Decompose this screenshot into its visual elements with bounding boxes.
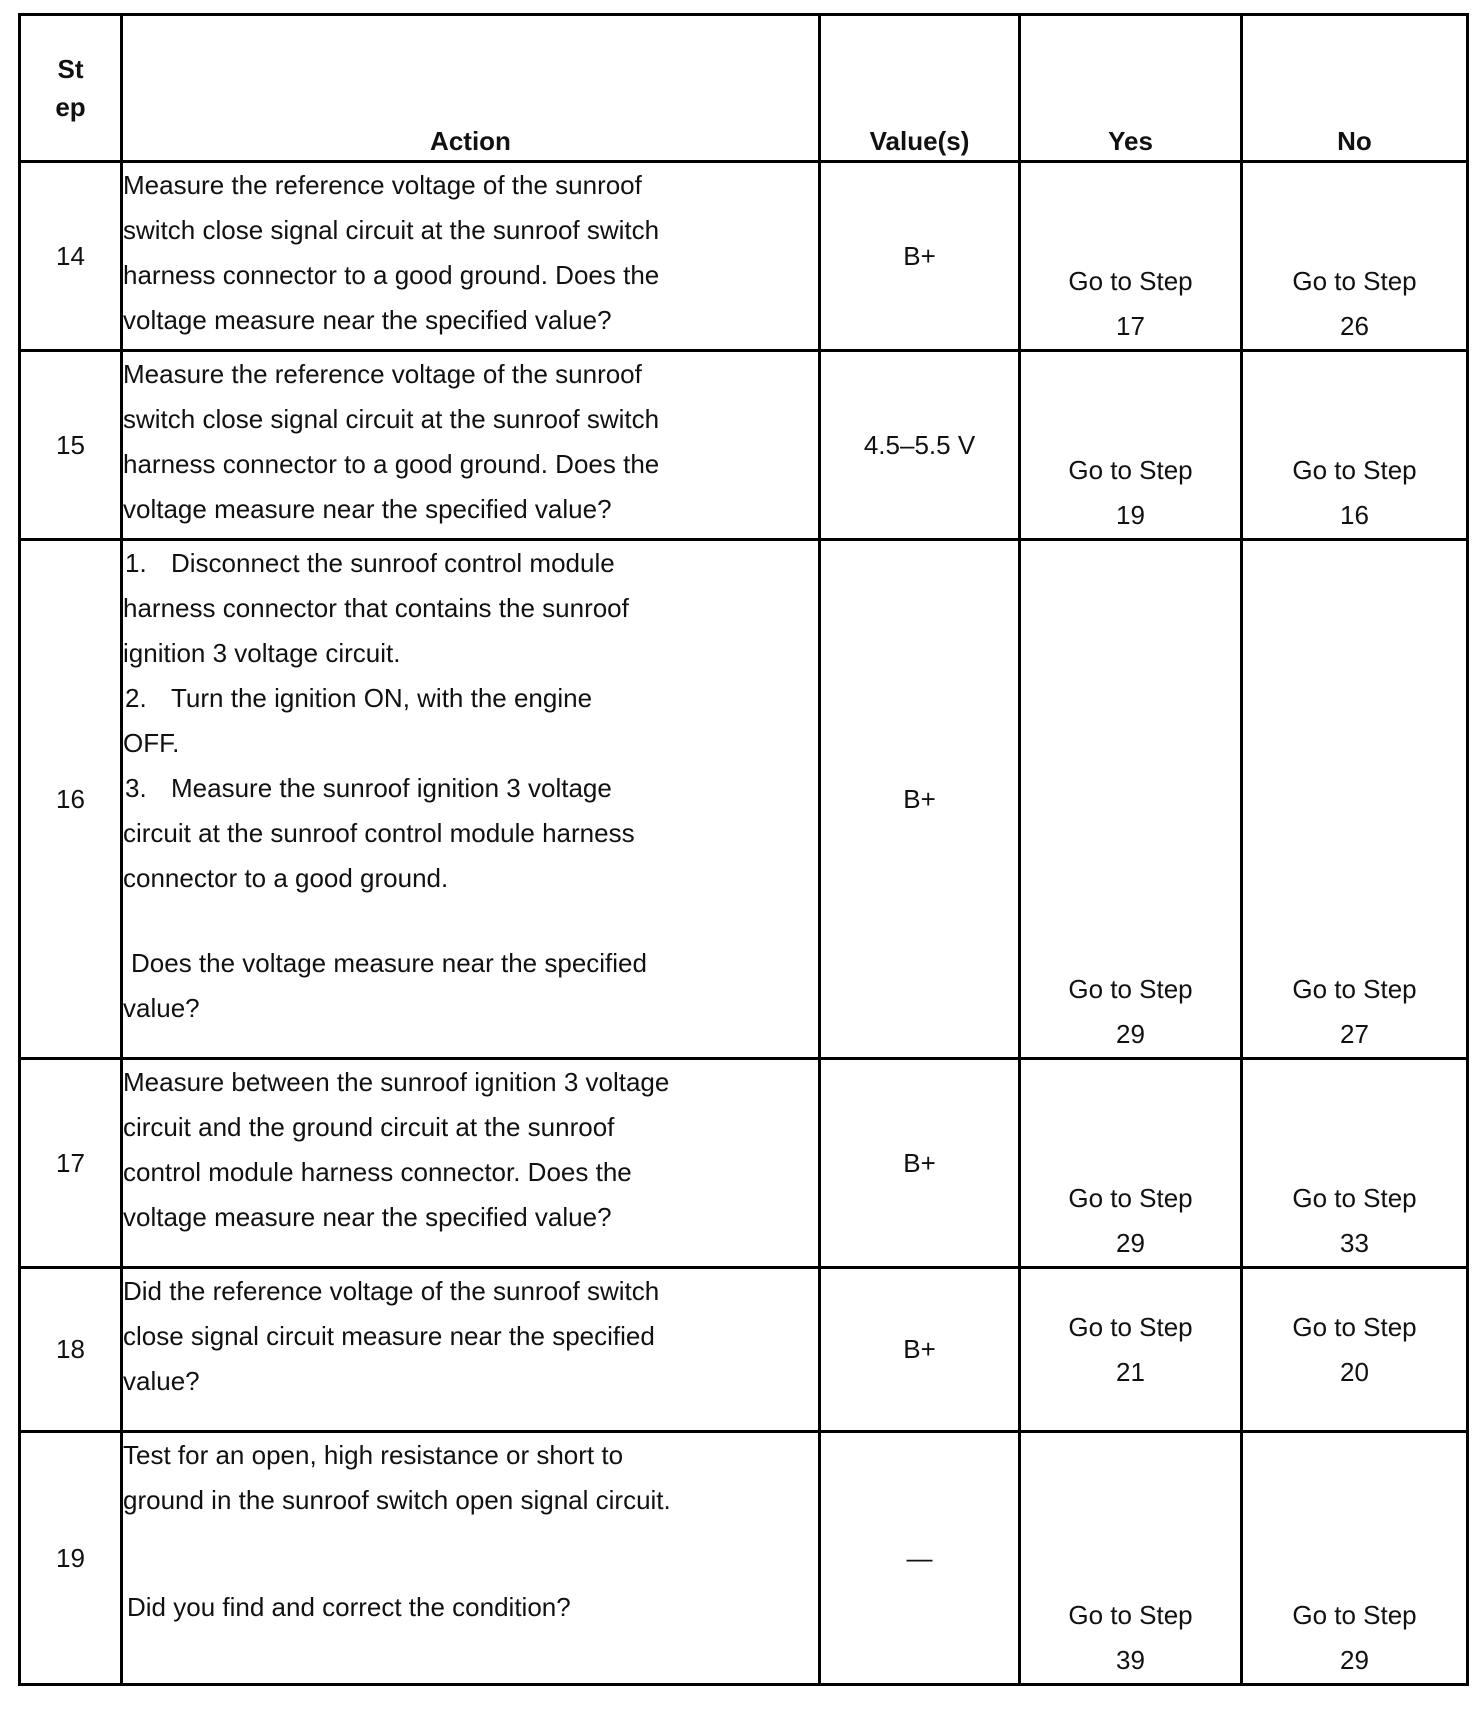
go-to-step-number: 29 [1116, 1228, 1145, 1258]
value-cell: B+ [820, 540, 1020, 1059]
go-to-step-number: 17 [1116, 311, 1145, 341]
value-cell: — [820, 1432, 1020, 1685]
action-line: voltage measure near the specified value? [123, 305, 612, 335]
header-no: No [1242, 15, 1468, 162]
action-line: voltage measure near the specified value? [123, 494, 612, 524]
yes-cell [1020, 1268, 1242, 1432]
step-index: 2. [125, 683, 147, 713]
action-line: control module harness connector. Does the [123, 1157, 632, 1187]
go-to-step-number: 27 [1340, 1019, 1369, 1049]
value-cell: B+ [820, 1268, 1020, 1432]
action-line: ground in the sunroof switch open signal circuit. [123, 1485, 671, 1515]
no-cell [1242, 540, 1468, 1059]
header-action: Action [122, 15, 820, 162]
go-to-label: Go to Step [1068, 1311, 1193, 1342]
yes-cell [1020, 1059, 1242, 1268]
table-row [20, 1059, 1468, 1268]
table-row [20, 1268, 1468, 1432]
step-number: 19 [20, 1432, 122, 1685]
numbered-step [123, 766, 818, 811]
action-line: Measure the reference voltage of the sunroof [123, 359, 642, 389]
spacer [123, 901, 818, 941]
value-cell: 4.5–5.5 V [820, 351, 1020, 540]
numbered-step [123, 541, 818, 586]
action-line: Measure the sunroof ignition 3 voltage [171, 773, 612, 803]
action-line: Measure between the sunroof ignition 3 voltage [123, 1067, 670, 1097]
go-to-step-number: 20 [1340, 1356, 1369, 1387]
no-cell [1242, 162, 1468, 351]
value-cell: B+ [820, 1059, 1020, 1268]
go-to-step-number: 16 [1340, 500, 1369, 530]
action-line: circuit at the sunroof control module harness [123, 818, 635, 848]
no-cell [1242, 1059, 1468, 1268]
go-to-label: Go to Step [1068, 1600, 1193, 1630]
action-line: ignition 3 voltage circuit. [123, 638, 401, 668]
action-line: switch close signal circuit at the sunroof switch [123, 215, 660, 245]
go-to-label: Go to Step [1292, 1183, 1417, 1213]
go-to-step-number: 33 [1340, 1228, 1369, 1258]
action-cell [122, 540, 820, 1059]
go-to-label: Go to Step [1068, 266, 1193, 296]
action-cell [122, 1268, 820, 1432]
go-to-label: Go to Step [1292, 266, 1417, 296]
go-to-step-number: 19 [1116, 500, 1145, 530]
yes-cell [1020, 540, 1242, 1059]
go-to-label: Go to Step [1068, 974, 1193, 1004]
spacer [123, 1523, 818, 1585]
diagnostic-table [18, 13, 1469, 1686]
go-to-step-number: 29 [1116, 1019, 1145, 1049]
action-line: close signal circuit measure near the specified [123, 1321, 655, 1351]
action-line: OFF. [123, 728, 180, 758]
header-yes: Yes [1020, 15, 1242, 162]
action-line: Measure the reference voltage of the sunroof [123, 170, 642, 200]
action-line: circuit and the ground circuit at the sunroof [123, 1112, 615, 1142]
table-row [20, 540, 1468, 1059]
go-to-label: Go to Step [1292, 1600, 1417, 1630]
action-cell [122, 351, 820, 540]
go-to-label: Go to Step [1292, 455, 1417, 485]
no-cell [1242, 1268, 1468, 1432]
action-line: value? [123, 1366, 200, 1396]
action-line: connector to a good ground. [123, 863, 449, 893]
numbered-step [123, 676, 818, 721]
action-line: harness connector to a good ground. Does the [123, 449, 660, 479]
table-row [20, 162, 1468, 351]
table-row [20, 351, 1468, 540]
go-to-step-number: 26 [1340, 311, 1369, 341]
header-value: Value(s) [820, 15, 1020, 162]
action-line: Disconnect the sunroof control module [171, 548, 615, 578]
step-index: 3. [125, 773, 147, 803]
step-index: 1. [125, 548, 147, 578]
no-cell [1242, 1432, 1468, 1685]
action-line: voltage measure near the specified value? [123, 1202, 612, 1232]
action-line: Test for an open, high resistance or short to [123, 1440, 624, 1470]
no-cell [1242, 351, 1468, 540]
yes-cell [1020, 351, 1242, 540]
action-line: Turn the ignition ON, with the engine [171, 683, 593, 713]
table-row [20, 1432, 1468, 1685]
go-to-step-number: 21 [1116, 1356, 1145, 1387]
action-line: Did the reference voltage of the sunroof switch [123, 1276, 660, 1306]
yes-cell [1020, 162, 1242, 351]
question-line: Did you find and correct the condition? [127, 1592, 571, 1622]
action-line: harness connector that contains the sunroof [123, 593, 629, 623]
action-cell [122, 162, 820, 351]
go-to-label: Go to Step [1292, 1311, 1417, 1342]
step-number: 17 [20, 1059, 122, 1268]
action-cell [122, 1432, 820, 1685]
action-line: harness connector to a good ground. Does the [123, 260, 660, 290]
step-number: 16 [20, 540, 122, 1059]
yes-cell [1020, 1432, 1242, 1685]
go-to-label: Go to Step [1068, 1183, 1193, 1213]
header-step-line-2: ep [55, 92, 86, 122]
action-line: switch close signal circuit at the sunroof switch [123, 404, 660, 434]
action-cell [122, 1059, 820, 1268]
go-to-step-number: 29 [1340, 1645, 1369, 1675]
go-to-label: Go to Step [1068, 455, 1193, 485]
header-step [20, 15, 122, 162]
value-cell: B+ [820, 162, 1020, 351]
go-to-label: Go to Step [1292, 974, 1417, 1004]
step-number: 14 [20, 162, 122, 351]
step-number: 15 [20, 351, 122, 540]
header-row [20, 15, 1468, 162]
header-step-line-1: St [57, 54, 84, 84]
question-line: value? [123, 993, 200, 1023]
step-number: 18 [20, 1268, 122, 1432]
go-to-step-number: 39 [1116, 1645, 1145, 1675]
question-line: Does the voltage measure near the specified [131, 948, 647, 978]
